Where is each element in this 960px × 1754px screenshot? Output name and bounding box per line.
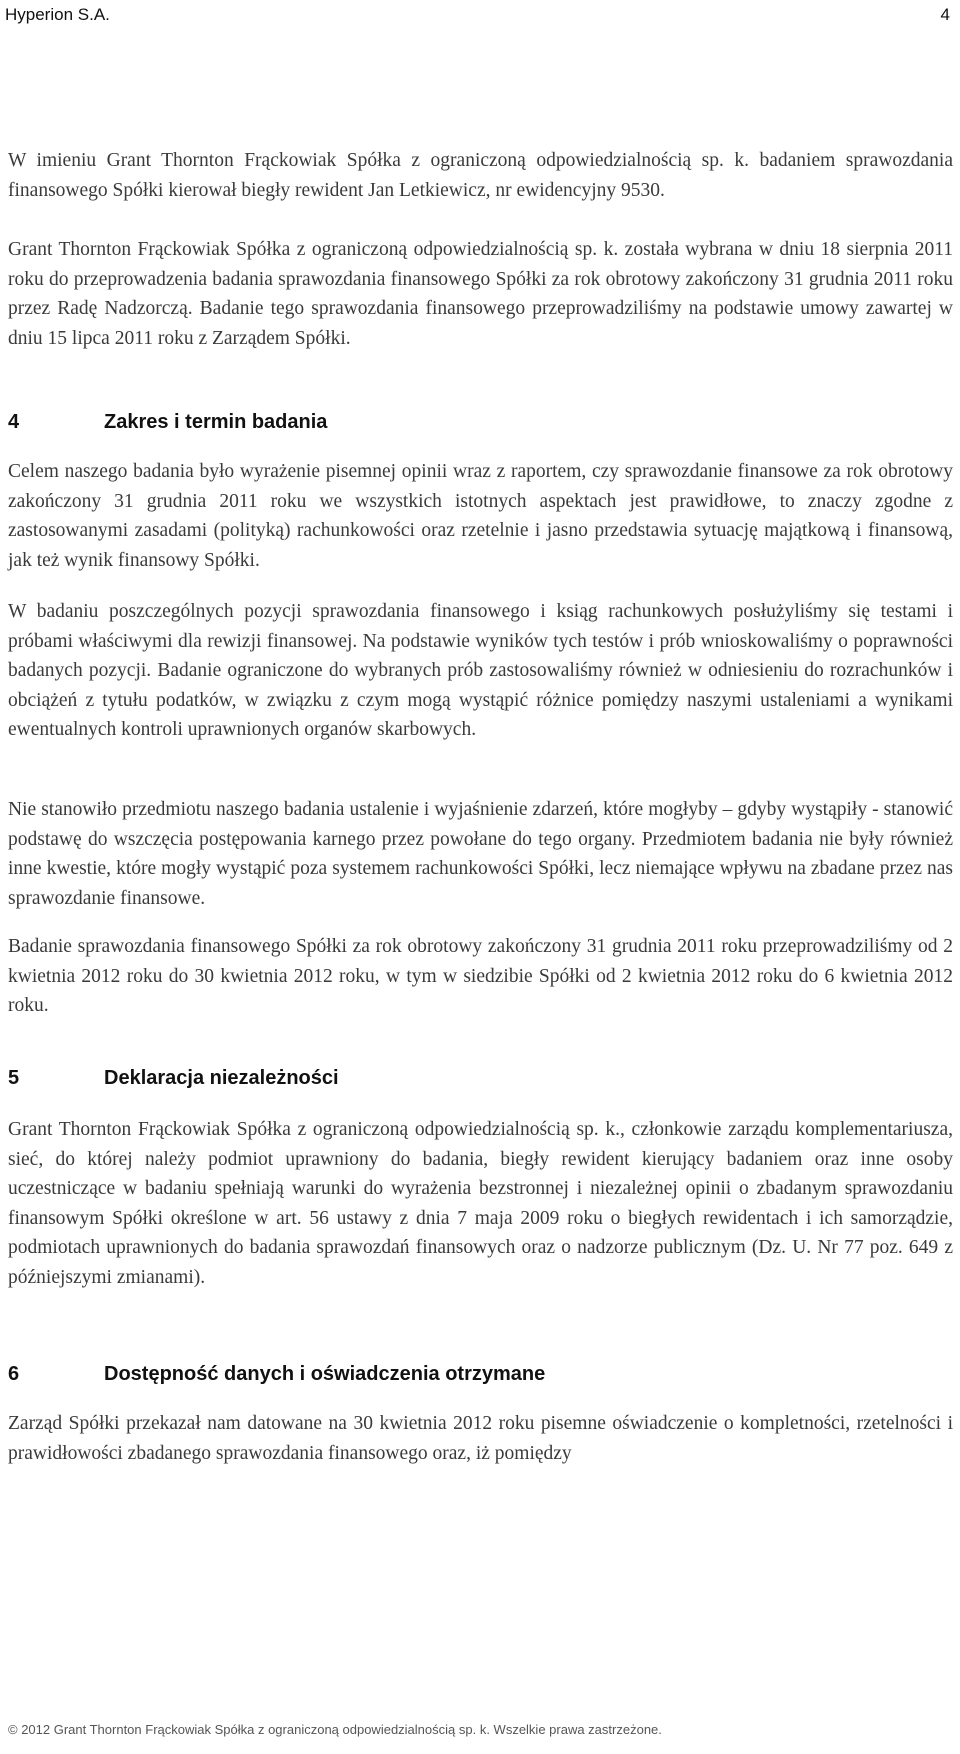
section6-paragraph-representation: Zarząd Spółki przekazał nam datowane na 30 kwietnia 2012 roku pisemne oświadczenie o kompletności, rzetelności i prawidłowości zbadanego sprawozdania finansowego oraz, iż pomiędzy	[8, 1413, 953, 1464]
intro-paragraph-auditor: W imieniu Grant Thornton Frąckowiak Spółka z ograniczoną odpowiedzialnością sp. k. badaniem sprawozdania finansowego Spółki kierował biegły rewident Jan Letkiewicz, nr ewidencyjny 9530.	[8, 150, 953, 201]
section-title: Deklaracja niezależności	[104, 1067, 339, 1089]
intro-paragraph-selection: Grant Thornton Frąckowiak Spółka z ograniczoną odpowiedzialnością sp. k. została wybrana w dniu 18 sierpnia 2011 roku do przeprowadzenia badania sprawozdania finansowego Spółki za rok obrotowy zakończony 31 grudnia 2011 roku przez Radę Nadzorczą. Badanie tego sprawozdania finansowego przeprowadziliśmy na podstawie umowy zawartej w dniu 15 lipca 2011 roku z Zarządem Spółki.	[8, 239, 953, 349]
section4-paragraph-tests: W badaniu poszczególnych pozycji sprawozdania finansowego i ksiąg rachunkowych posłużyliśmy się testami i próbami właściwymi dla rewizji finansowej. Na podstawie wyników tych testów i prób wnioskowaliśmy o poprawności badanych pozycji. Badanie ograniczone do wybranych prób zastosowaliśmy również w odniesieniu do rozrachunków i obciążeń z tytułu podatków, w związku z czym mogą wystąpić różnice pomiędzy naszymi ustaleniami a wynikami ewentualnych kontroli uprawnionych organów skarbowych.	[8, 601, 953, 740]
section-number: 5	[8, 1067, 20, 1089]
section5-paragraph-declaration: Grant Thornton Frąckowiak Spółka z ograniczoną odpowiedzialnością sp. k., członkowie zarządu komplementariusza, sieć, do której należy podmiot uprawniony do badania, biegły rewident kierujący badaniem oraz inne osoby uczestniczące w badaniu spełniają warunki do wyrażenia bezstronnej i niezależnej opinii o zbadanym sprawozdaniu finansowym Spółki określone w art. 56 ustawy z dnia 7 maja 2009 roku o biegłych rewidentach i ich samorządzie, podmiotach uprawnionych do badania sprawozdań finansowych oraz o nadzorze publicznym (Dz. U. Nr 77 poz. 649 z późniejszymi zmianami).	[8, 1119, 953, 1288]
section-title: Zakres i termin badania	[104, 411, 328, 433]
section-number: 4	[8, 411, 20, 433]
section-heading-data-availability	[8, 1363, 948, 1386]
footer-copyright: © 2012 Grant Thornton Frąckowiak Spółka z ograniczoną odpowiedzialnością sp. k. Wszelkie prawa zastrzeżone.	[8, 1722, 662, 1737]
section4-paragraph-dates: Badanie sprawozdania finansowego Spółki za rok obrotowy zakończony 31 grudnia 2011 roku przeprowadziliśmy od 2 kwietnia 2012 roku do 30 kwietnia 2012 roku, w tym w siedzibie Spółki od 2 kwietnia 2012 roku do 6 kwietnia 2012 roku.	[8, 936, 953, 1016]
section-title: Dostępność danych i oświadczenia otrzymane	[104, 1363, 546, 1385]
header-company-name: Hyperion S.A.	[5, 5, 110, 24]
section-heading-independence	[8, 1067, 948, 1090]
section4-paragraph-exclusions: Nie stanowiło przedmiotu naszego badania ustalenie i wyjaśnienie zdarzeń, które mogłyby – gdyby wystąpiły - stanowić podstawę do wszczęcia postępowania karnego przez powołane do tego organy. Przedmiotem badania nie były również inne kwestie, które mogły wystąpić poza systemem rachunkowości Spółki, lecz niemające wpływu na zbadane przez nas sprawozdanie finansowe.	[8, 799, 953, 909]
section4-paragraph-purpose: Celem naszego badania było wyrażenie pisemnej opinii wraz z raportem, czy sprawozdanie finansowe za rok obrotowy zakończony 31 grudnia 2011 roku we wszystkich istotnych aspektach jest prawidłowe, to znaczy zgodne z zastosowanymi zasadami (polityką) rachunkowości oraz rzetelnie i jasno przedstawia sytuację majątkową i finansową, jak też wynik finansowy Spółki.	[8, 461, 953, 571]
section-heading-scope	[8, 411, 948, 434]
header-page-number: 4	[940, 5, 950, 24]
section-number: 6	[8, 1363, 20, 1385]
